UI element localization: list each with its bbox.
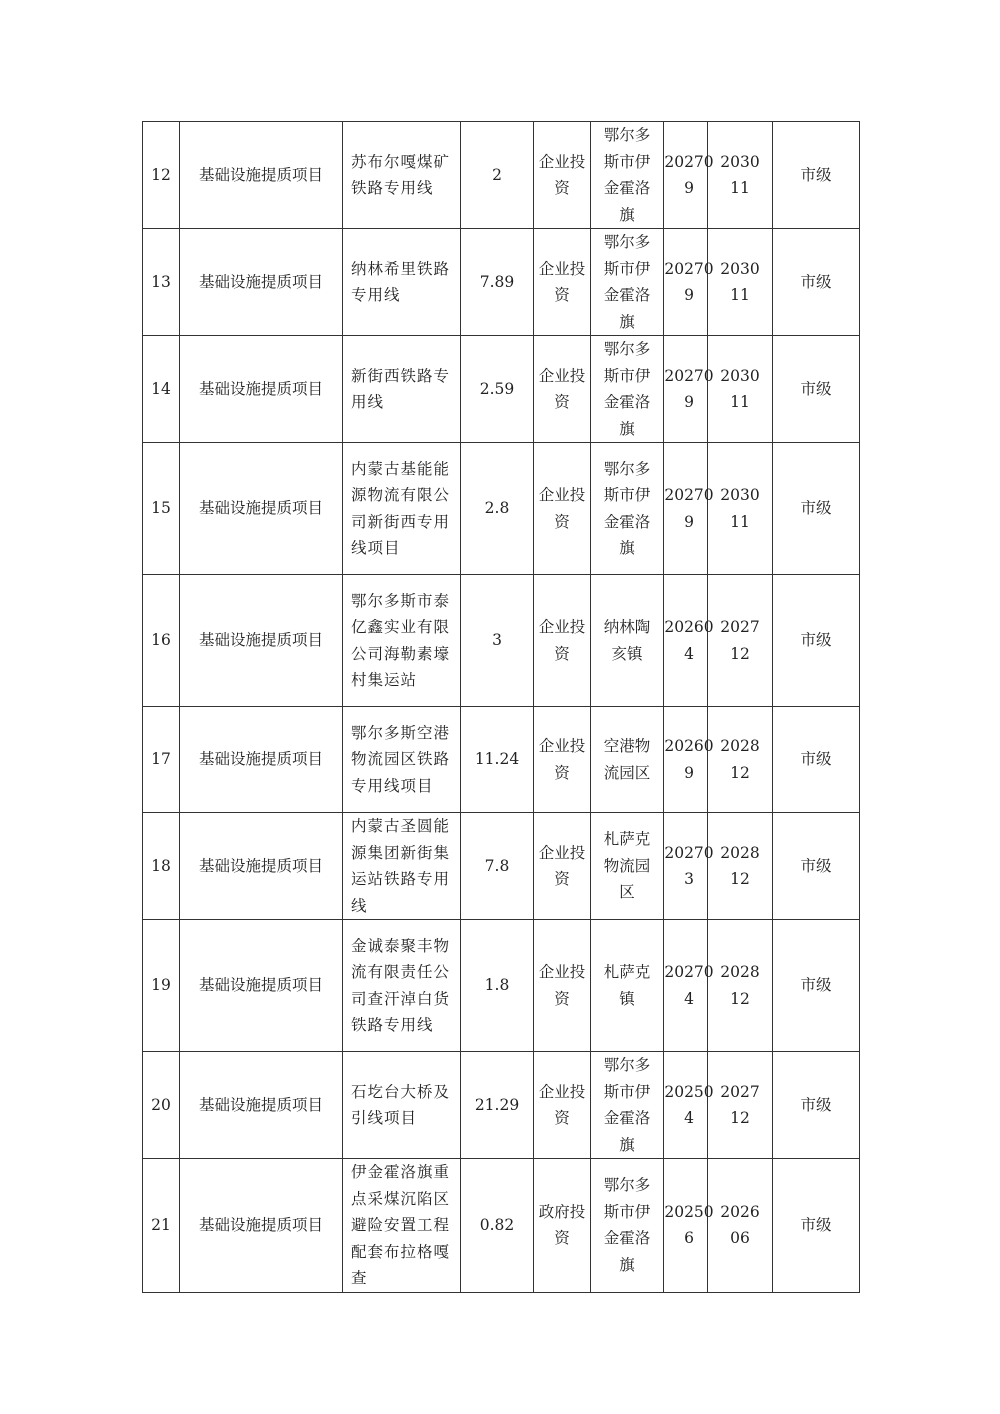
start-date-cell: [664, 336, 714, 443]
project-name: 纳林希里铁路专用线: [351, 259, 451, 304]
project-level: 市级: [800, 499, 832, 518]
project-category-cell: [180, 1052, 343, 1159]
investment-type: 政府投资: [538, 1202, 586, 1248]
start-date: 202703: [664, 843, 714, 888]
project-level-cell: [773, 443, 860, 575]
project-level-cell: [773, 920, 860, 1052]
row-number: 20: [151, 1095, 171, 1114]
project-level: 市级: [800, 976, 832, 995]
end-date: 202812: [720, 737, 760, 782]
project-name-cell: [343, 1159, 461, 1293]
project-category: 基础设施提质项目: [198, 631, 323, 650]
investment-type: 企业投资: [538, 618, 586, 663]
row-number: 18: [151, 856, 171, 875]
start-date: 202504: [664, 1082, 714, 1127]
end-date-cell: [708, 813, 773, 920]
investment-amount: 3: [492, 631, 502, 650]
project-name: 新街西铁路专用线: [351, 366, 451, 411]
investment-amount: 2.59: [479, 379, 515, 398]
end-date-cell: [708, 122, 773, 229]
investment-type-cell: [534, 443, 591, 575]
project-level: 市级: [800, 750, 832, 769]
row-number-cell: [143, 920, 180, 1052]
row-number-cell: [143, 813, 180, 920]
project-level: 市级: [800, 272, 832, 291]
end-date: 202606: [720, 1202, 760, 1248]
start-date: 202506: [664, 1202, 714, 1248]
project-category: 基础设施提质项目: [198, 856, 323, 875]
end-date-cell: [708, 920, 773, 1052]
start-date-cell: [664, 1159, 714, 1293]
table-row: [143, 813, 860, 920]
project-location-cell: [591, 813, 664, 920]
project-location: 空港物流园区: [603, 737, 651, 782]
project-location: 鄂尔多斯市伊金霍洛旗: [603, 1056, 651, 1154]
project-level-cell: [773, 707, 860, 813]
start-date: 202709: [664, 486, 714, 531]
project-location-cell: [591, 1159, 664, 1293]
start-date: 202604: [664, 618, 714, 663]
project-name: 内蒙古基能能源物流有限公司新街西专用线项目: [351, 459, 451, 557]
project-level-cell: [773, 575, 860, 707]
row-number-cell: [143, 1159, 180, 1293]
project-category: 基础设施提质项目: [198, 272, 323, 291]
start-date-cell: [664, 1052, 714, 1159]
row-number: 19: [151, 976, 171, 995]
project-location-cell: [591, 707, 664, 813]
end-date-cell: [708, 1052, 773, 1159]
end-date: 203011: [720, 259, 760, 304]
row-number-cell: [143, 1052, 180, 1159]
row-number: 16: [151, 631, 171, 650]
table-row: [143, 1159, 860, 1293]
investment-amount: 7.8: [484, 856, 510, 875]
investment-amount: 11.24: [474, 750, 520, 769]
project-level-cell: [773, 336, 860, 443]
project-location-cell: [591, 229, 664, 336]
end-date: 202712: [720, 1082, 760, 1127]
investment-amount-cell: [461, 1052, 534, 1159]
table-row: [143, 920, 860, 1052]
end-date-cell: [708, 707, 773, 813]
project-location: 鄂尔多斯市伊金霍洛旗: [603, 1176, 651, 1274]
investment-type-cell: [534, 575, 591, 707]
project-name-cell: [343, 920, 461, 1052]
investment-type-cell: [534, 1052, 591, 1159]
table-row: [143, 443, 860, 575]
project-category: 基础设施提质项目: [198, 1216, 323, 1234]
row-number: 13: [151, 272, 171, 291]
table-row: [143, 229, 860, 336]
end-date: 203011: [720, 366, 760, 411]
project-level: 市级: [800, 165, 832, 184]
row-number-cell: [143, 443, 180, 575]
project-name: 石圪台大桥及引线项目: [351, 1082, 451, 1127]
project-location: 札萨克物流园区: [603, 830, 651, 902]
project-name-cell: [343, 707, 461, 813]
project-category: 基础设施提质项目: [198, 976, 323, 995]
project-location-cell: [591, 336, 664, 443]
investment-amount-cell: [461, 443, 534, 575]
investment-amount: 2: [492, 165, 502, 184]
project-level: 市级: [800, 379, 832, 398]
project-name-cell: [343, 1052, 461, 1159]
investment-type-cell: [534, 707, 591, 813]
project-level-cell: [773, 813, 860, 920]
investment-amount-cell: [461, 813, 534, 920]
investment-amount-cell: [461, 920, 534, 1052]
row-number-cell: [143, 229, 180, 336]
investment-type: 企业投资: [538, 259, 586, 304]
start-date-cell: [664, 575, 714, 707]
investment-type: 企业投资: [538, 737, 586, 782]
start-date-cell: [664, 122, 714, 229]
start-date-cell: [664, 920, 714, 1052]
project-name-cell: [343, 122, 461, 229]
project-category-cell: [180, 813, 343, 920]
start-date-cell: [664, 707, 714, 813]
investment-type: 企业投资: [538, 1082, 586, 1127]
investment-amount-cell: [461, 336, 534, 443]
investment-amount-cell: [461, 575, 534, 707]
project-location: 鄂尔多斯市伊金霍洛旗: [603, 233, 651, 331]
investment-type: 企业投资: [538, 843, 586, 888]
project-level-cell: [773, 229, 860, 336]
project-category-cell: [180, 920, 343, 1052]
end-date-cell: [708, 336, 773, 443]
investment-type-cell: [534, 1159, 591, 1293]
row-number-cell: [143, 575, 180, 707]
start-date-cell: [664, 229, 714, 336]
end-date-cell: [708, 229, 773, 336]
project-category-cell: [180, 707, 343, 813]
project-name: 金诚泰聚丰物流有限责任公司查汗淖白货铁路专用线: [351, 936, 451, 1034]
investment-type-cell: [534, 920, 591, 1052]
row-number: 21: [151, 1216, 171, 1234]
row-number: 12: [151, 165, 171, 184]
end-date: 203011: [720, 486, 760, 531]
project-name-cell: [343, 336, 461, 443]
start-date: 202709: [664, 366, 714, 411]
project-category-cell: [180, 443, 343, 575]
table-row: [143, 122, 860, 229]
project-level: 市级: [800, 631, 832, 650]
end-date: 202812: [720, 963, 760, 1008]
row-number: 17: [151, 750, 171, 769]
project-name: 伊金霍洛旗重点采煤沉陷区避险安置工程配套布拉格嘎查: [351, 1163, 451, 1287]
investment-type-cell: [534, 122, 591, 229]
investment-amount-cell: [461, 1159, 534, 1293]
end-date-cell: [708, 1159, 773, 1293]
investment-amount-cell: [461, 229, 534, 336]
project-category: 基础设施提质项目: [198, 750, 323, 769]
investment-type: 企业投资: [538, 152, 586, 197]
investment-amount: 7.89: [479, 272, 515, 291]
table-row: [143, 336, 860, 443]
end-date: 202712: [720, 618, 760, 663]
project-name: 内蒙古圣圆能源集团新街集运站铁路专用线: [351, 817, 451, 915]
row-number: 15: [151, 499, 171, 518]
project-category-cell: [180, 1159, 343, 1293]
project-location-cell: [591, 122, 664, 229]
table-row: [143, 707, 860, 813]
investment-type-cell: [534, 229, 591, 336]
start-date: 202709: [664, 152, 714, 197]
project-location: 鄂尔多斯市伊金霍洛旗: [603, 340, 651, 438]
start-date-cell: [664, 443, 714, 575]
project-location-cell: [591, 443, 664, 575]
investment-amount: 0.82: [479, 1216, 515, 1234]
end-date-cell: [708, 575, 773, 707]
end-date-cell: [708, 443, 773, 575]
project-level: 市级: [800, 1095, 832, 1114]
row-number-cell: [143, 122, 180, 229]
start-date: 202704: [664, 963, 714, 1008]
project-level: 市级: [800, 856, 832, 875]
row-number-cell: [143, 707, 180, 813]
investment-amount-cell: [461, 707, 534, 813]
table-row: [143, 575, 860, 707]
investment-amount: 21.29: [474, 1095, 520, 1114]
project-location-cell: [591, 575, 664, 707]
project-level: 市级: [800, 1216, 832, 1234]
investment-type: 企业投资: [538, 366, 586, 411]
project-category-cell: [180, 122, 343, 229]
project-category: 基础设施提质项目: [198, 499, 323, 518]
project-location-cell: [591, 1052, 664, 1159]
project-location: 鄂尔多斯市伊金霍洛旗: [603, 459, 651, 557]
start-date: 202709: [664, 259, 714, 304]
investment-amount: 1.8: [484, 976, 510, 995]
row-number-cell: [143, 336, 180, 443]
project-location: 鄂尔多斯市伊金霍洛旗: [603, 126, 651, 224]
project-name-cell: [343, 813, 461, 920]
project-name-cell: [343, 575, 461, 707]
project-location: 纳林陶亥镇: [603, 618, 651, 663]
investment-type-cell: [534, 813, 591, 920]
project-level-cell: [773, 122, 860, 229]
start-date-cell: [664, 813, 714, 920]
project-category: 基础设施提质项目: [198, 379, 323, 398]
end-date: 203011: [720, 152, 760, 197]
project-name: 苏布尔嘎煤矿铁路专用线: [351, 152, 451, 197]
investment-amount-cell: [461, 122, 534, 229]
end-date: 202812: [720, 843, 760, 888]
project-category-cell: [180, 229, 343, 336]
project-level-cell: [773, 1159, 860, 1293]
project-name-cell: [343, 443, 461, 575]
project-location-cell: [591, 920, 664, 1052]
project-category: 基础设施提质项目: [198, 165, 323, 184]
project-name-cell: [343, 229, 461, 336]
project-level-cell: [773, 1052, 860, 1159]
investment-type: 企业投资: [538, 963, 586, 1008]
investment-amount: 2.8: [484, 499, 510, 518]
investment-type: 企业投资: [538, 486, 586, 531]
project-table: [142, 121, 860, 1293]
investment-type-cell: [534, 336, 591, 443]
start-date: 202609: [664, 737, 714, 782]
project-name: 鄂尔多斯市泰亿鑫实业有限公司海勒素壕村集运站: [351, 591, 451, 689]
project-category-cell: [180, 575, 343, 707]
table-row: [143, 1052, 860, 1159]
project-category-cell: [180, 336, 343, 443]
project-location: 札萨克镇: [603, 963, 651, 1008]
project-category: 基础设施提质项目: [198, 1095, 323, 1114]
project-name: 鄂尔多斯空港物流园区铁路专用线项目: [351, 723, 451, 795]
row-number: 14: [151, 379, 171, 398]
